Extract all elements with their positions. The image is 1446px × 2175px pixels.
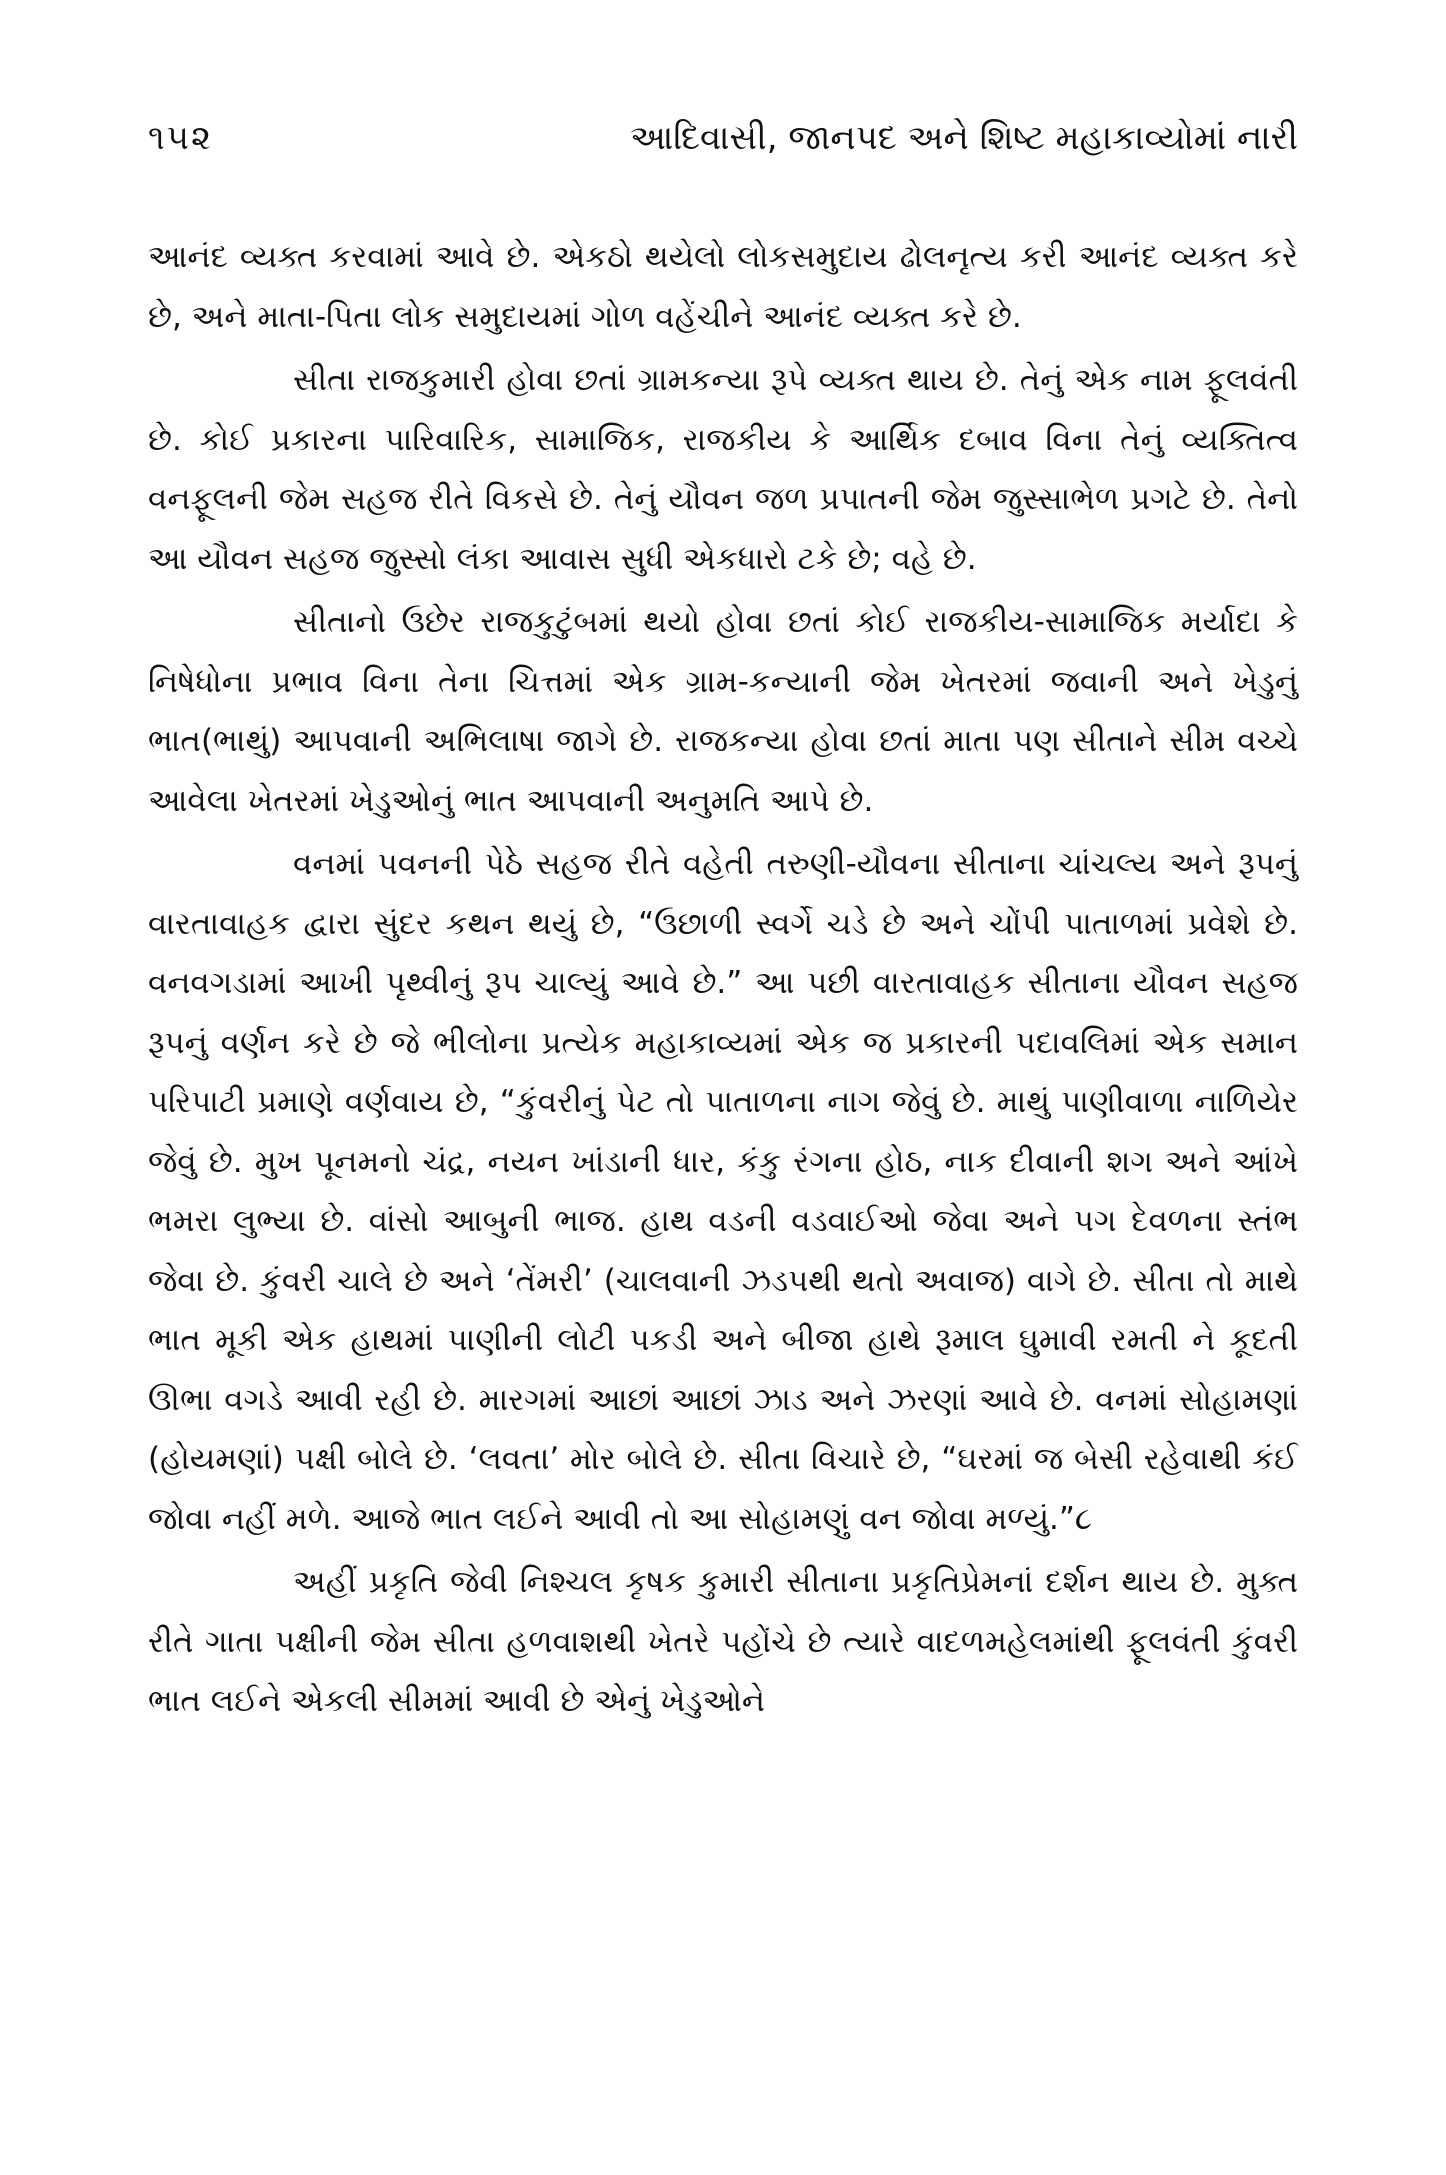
paragraph-4: વનમાં પવનની પેઠે સહજ રીતે વહેતી તરુણી-યૌવના સીતાના ચાંચલ્ય અને રૂપનું વારતાવાહક દ્વારા સુંદર કથન થયું છે, “ઉછાળી સ્વર્ગે ચડે છે અને ચોંપી પાતાળમાં પ્રવેશે છે. વનવગડામાં આખી પૃથ્વીનું રૂપ ચાલ્યું આવે છે.” આ પછી વારતાવાહક સીતાના યૌવન સહજ રૂપનું વર્ણન કરે છે જે ભીલોના પ્રત્યેક મહાકાવ્યમાં એક જ પ્રકારની પદાવલિમાં એક સમાન પરિપાટી પ્રમાણે વર્ણવાય છે, “કુંવરીનું પેટ તો પાતાળના નાગ જેવું છે. માથું પાણીવાળા નાળિયેર જેવું છે. મુખ પૂનમનો ચંદ્ર, નયન ખાંડાની ધાર, કંકુ રંગના હોઠ, નાક દીવાની શગ અને આંખે ભમરા લુભ્યા છે. વાંસો આબુની ભાજ. હાથ વડની વડવાઈઓ જેવા અને પગ દેવળના સ્તંભ જેવા છે. કુંવરી ચાલે છે અને ‘તેંમરી’ (ચાલવાની ઝડપથી થતો અવાજ) વાગે છે. સીતા તો માથે ભાત મૂકી એક હાથમાં પાણીની લોટી પકડી અને બીજા હાથે રૂમાલ ઘુમાવી રમતી ને કૂદતી ઊભા વગડે આવી રહી છે. મારગમાં આછાં આછાં ઝાડ અને ઝરણાં આવે છે. વનમાં સોહામણાં (હોયમણાં) પક્ષી બોલે છે. ‘લવતા’ મોર બોલે છે. સીતા વિચારે છે, “ઘરમાં જ બેસી રહેવાથી કંઈ જોવા નહીં મળે. આજે ભાત લઈને આવી તો આ સોહામણું વન જોવા મળ્યું.”૮ [148, 846, 1298, 1537]
page-number: ૧૫૨ [148, 118, 213, 158]
paragraph-3: સીતાનો ઉછેર રાજકુટુંબમાં થયો હોવા છતાં કોઈ રાજકીય-સામાજિક મર્યાદા કે નિષેધોના પ્રભાવ વિના તેના ચિત્તમાં એક ગ્રામ-કન્યાની જેમ ખેતરમાં જવાની અને ખેડુનું ભાત(ભાથું) આપવાની અભિલાષા જાગે છે. રાજકન્યા હોવા છતાં માતા પણ સીતાને સીમ વચ્ચે આવેલા ખેતરમાં ખેડુઓનું ભાત આપવાની અનુમતિ આપે છે. [148, 604, 1298, 819]
paragraph-2: સીતા રાજકુમારી હોવા છતાં ગ્રામકન્યા રૂપે વ્યક્ત થાય છે. તેનું એક નામ ફૂલવંતી છે. કોઈ પ્રકારના પારિવારિક, સામાજિક, રાજકીય કે આર્થિક દબાવ વિના તેનું વ્યક્તિત્વ વનફૂલની જેમ સહજ રીતે વિકસે છે. તેનું યૌવન જળ પ્રપાતની જેમ જુસ્સાભેળ પ્રગટે છે. તેનો આ યૌવન સહજ જુસ્સો લંકા આવાસ સુધી એકધારો ટકે છે; વહે છે. [148, 362, 1298, 577]
paragraph-5: અહીં પ્રકૃતિ જેવી નિશ્ચલ કૃષક કુમારી સીતાના પ્રકૃતિપ્રેમનાં દર્શન થાય છે. મુક્ત રીતે ગાતા પક્ષીની જેમ સીતા હળવાશથી ખેતરે પહોંચે છે ત્યારે વાદળમહેલમાંથી ફૂલવંતી કુંવરી ભાત લઈને એકલી સીમમાં આવી છે એનું ખેડુઓને [148, 1564, 1298, 1719]
paragraph-1: આનંદ વ્યક્ત કરવામાં આવે છે. એકઠો થયેલો લોકસમુદાય ઢોલનૃત્ય કરી આનંદ વ્યક્ત કરે છે, અને માતા-પિતા લોક સમુદાયમાં ગોળ વહેંચીને આનંદ વ્યક્ત કરે છે. [148, 239, 1298, 335]
running-title: આદિવાસી, જાનપદ અને શિષ્ટ મહાકાવ્યોમાં નારી [630, 118, 1298, 158]
page-header [148, 118, 1298, 178]
body-text [148, 228, 1298, 1736]
